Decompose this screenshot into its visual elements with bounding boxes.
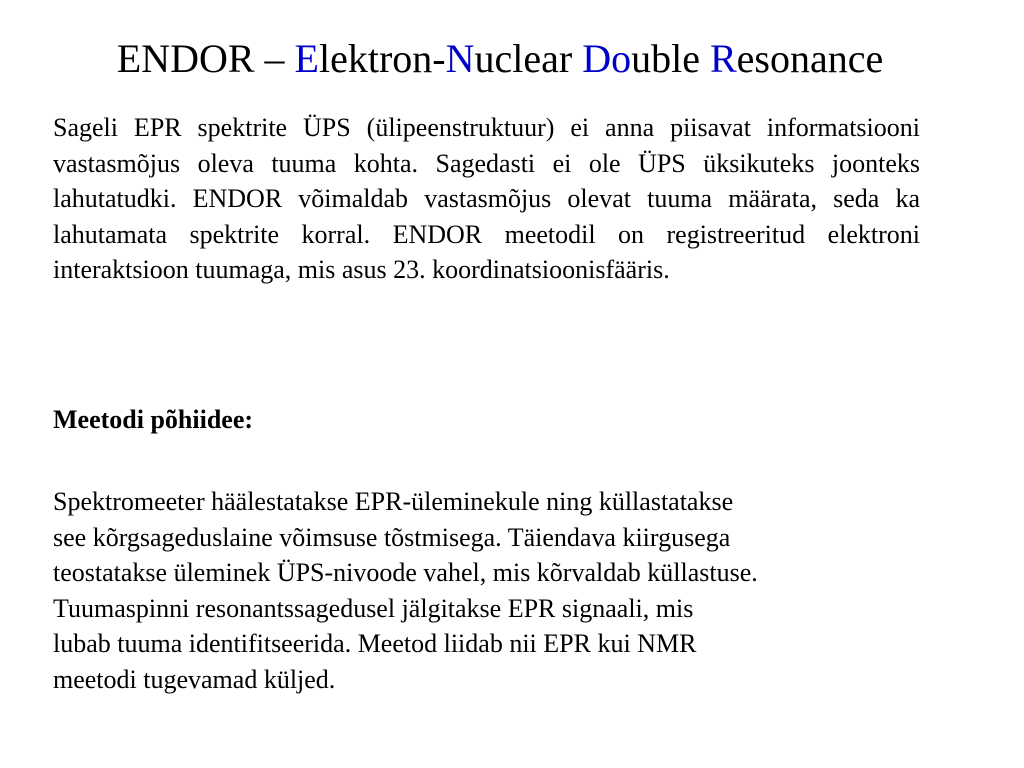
method-line: lubab tuuma identifitseerida. Meetod liidab nii EPR kui NMR (53, 629, 697, 659)
title-text-uble: uble (631, 36, 710, 81)
section-heading: Meetodi põhiidee: (53, 405, 254, 434)
title-text-esonance: esonance (736, 36, 884, 81)
title-text-lektron: lektron- (318, 36, 446, 81)
method-paragraph (53, 484, 993, 698)
slide-title (0, 34, 1000, 84)
method-line: Spektromeeter häälestatakse EPR-üleminekule ning küllastatakse (53, 487, 734, 516)
method-line: Tuumaspinni resonantssagedusel jälgitakse EPR signaali, mis (53, 593, 694, 623)
title-accent-r: R (709, 36, 737, 81)
method-line: see kõrgsageduslaine võimsuse tõstmisega. Täiendava kiirgusega (53, 522, 731, 552)
title-prefix: ENDOR – (116, 36, 295, 81)
method-line: teostatakse üleminek ÜPS-nivoode vahel, mis kõrvaldab küllastuse. (53, 558, 758, 588)
intro-paragraph: Sageli EPR spektrite ÜPS (ülipeenstruktuur) ei anna piisavat informatsiooni vastasmõjus oleva tuuma kohta. Sagedasti ei ole ÜPS üksikuteks joonteks lahutatudki. ENDOR võimaldab vastasmõjus olevat tuuma määrata, seda ka lahutamata spektrite korral. ENDOR meetodil on registreeritud elektroni interaktsioon tuumaga, mis asus 23. koordinatsioonisfääris. (53, 113, 920, 285)
title-accent-do: Do (582, 36, 632, 81)
title-accent-e: E (294, 36, 319, 81)
method-line: meetodi tugevamad küljed. (53, 664, 336, 694)
title-text-uclear: uclear (474, 36, 583, 81)
title-accent-n: N (445, 36, 475, 81)
